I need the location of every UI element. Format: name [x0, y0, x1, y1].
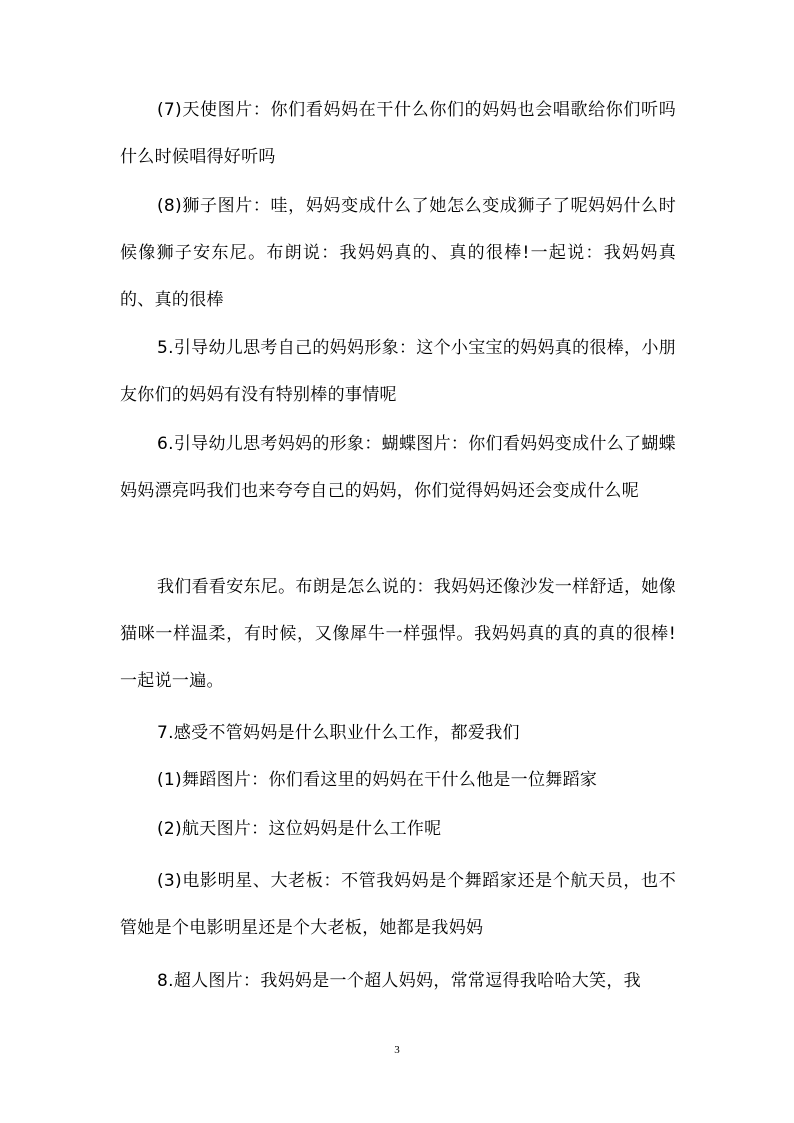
paragraph-step-6: 6.引导幼儿思考妈妈的形象：蝴蝶图片：你们看妈妈变成什么了蝴蝶妈妈漂亮吗我们也来夸夸自己的妈妈，你们觉得妈妈还会变成什么呢 — [120, 434, 676, 501]
paragraph-step-5: 5.引导幼儿思考自己的妈妈形象：这个小宝宝的妈妈真的很棒，小朋友你们的妈妈有没有特别棒的事情呢 — [120, 338, 676, 405]
paragraph-anthony-browne: 我们看看安东尼。布朗是怎么说的：我妈妈还像沙发一样舒适，她像猫咪一样温柔，有时候，又像犀牛一样强悍。我妈妈真的真的真的很棒!一起说一遍。 — [120, 577, 676, 691]
paragraph-dance-picture: (1)舞蹈图片：你们看这里的妈妈在干什么他是一位舞蹈家 — [157, 770, 598, 790]
paragraph-step-7: 7.感受不管妈妈是什么职业什么工作，都爱我们 — [157, 723, 520, 743]
paragraph-lion-picture: (8)狮子图片：哇，妈妈变成什么了她怎么变成狮子了呢妈妈什么时候像狮子安东尼。布朗说：我妈妈真的、真的很棒!一起说：我妈妈真的、真的很棒 — [120, 196, 676, 310]
paragraph-angel-picture: (7)天使图片：你们看妈妈在干什么你们的妈妈也会唱歌给你们听吗什么时候唱得好听吗 — [120, 100, 676, 167]
page-number: 3 — [394, 1044, 400, 1056]
paragraph-space-picture: (2)航天图片：这位妈妈是什么工作呢 — [157, 819, 442, 839]
paragraph-step-8: 8.超人图片：我妈妈是一个超人妈妈，常常逗得我哈哈大笑，我 — [157, 971, 641, 991]
paragraph-movie-star-boss: (3)电影明星、大老板：不管我妈妈是个舞蹈家还是个航天员，也不管她是个电影明星还是个大老板，她都是我妈妈 — [120, 871, 676, 938]
